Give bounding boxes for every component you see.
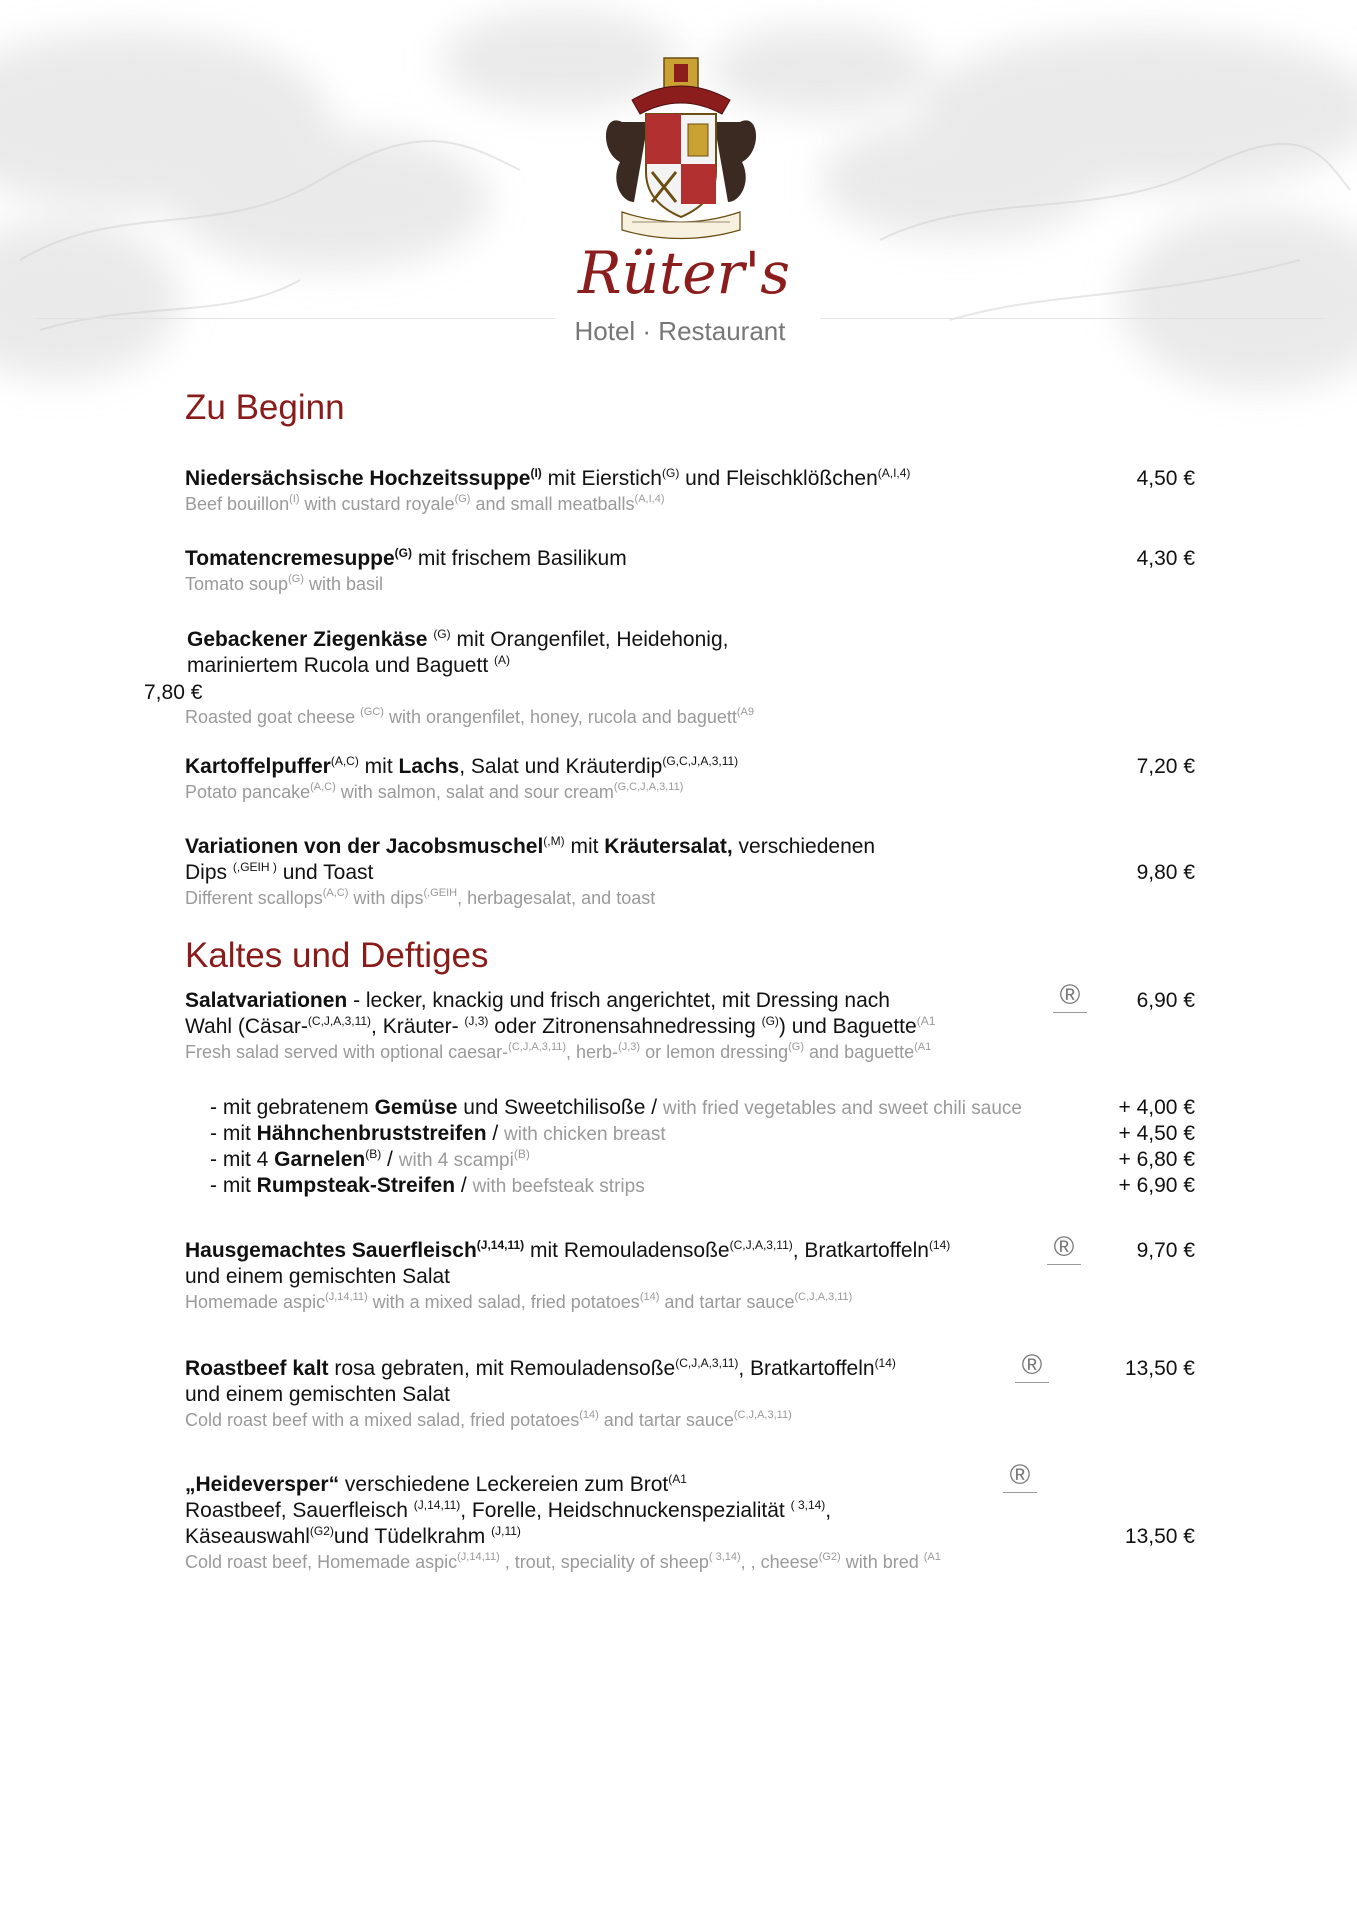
item-price-ziegenkaese: 7,80 € (144, 681, 203, 704)
menu-item-kartoffelpuffer (185, 754, 1195, 804)
salad-extra-garnelen: - mit 4 Garnelen$^{(B)}$ / with 4 scampi$^{(B)}$ + 6,80 € (210, 1147, 1195, 1171)
registered-mark-icon: ® (1053, 980, 1087, 1013)
menu-item-jakobsmuschel (185, 834, 1195, 910)
item-price: 13,50 € (1124, 1525, 1195, 1548)
item-english-line: Tomato soup$^{(G)}$ with basil (185, 573, 383, 594)
item-english-line: Fresh salad served with optional caesar-$^{(C,J,A,3,11)}$, herb-$^{(J,3)}$ or lemon dressing$^{(G)}$ and baguette$^{(A1}$ (185, 1041, 932, 1062)
item-title-line-3: Käseauswahl$^{(G2)}$und Tüdelkrahm $^{(J,11)}$ (185, 1524, 521, 1548)
section-title-kaltes-und-deftiges: Kaltes und Deftiges (185, 936, 489, 975)
extra-price: + 4,00 € (1118, 1096, 1195, 1119)
registered-mark-icon: ® (1047, 1232, 1081, 1265)
menu-item-ziegenkaese (185, 627, 1195, 729)
menu-item-salatvariationen (185, 979, 1195, 1064)
item-title-line-2: und einem gemischten Salat (185, 1383, 450, 1406)
brand-subtitle: Hotel · Restaurant (574, 316, 786, 346)
coat-of-arms-logo (592, 52, 770, 247)
item-english-line: Cold roast beef, Homemade aspic$^{(J,14,11)}$ , trout, speciality of sheep$^{( 3,14)}$, , cheese$^{(G2)}$ with bred $^{(A1}$ (185, 1551, 941, 1572)
salad-extra-gemuese: - mit gebratenem Gemüse und Sweetchilisoße / with fried vegetables and sweet chili sauce + 4,00 € (210, 1096, 1195, 1119)
item-price: 9,70 € (1136, 1239, 1195, 1262)
salad-extra-haehnchen: - mit Hähnchenbruststreifen / with chicken breast + 4,50 € (210, 1122, 1195, 1145)
item-price: 4,30 € (1136, 547, 1195, 570)
menu-item-heideversper (185, 1459, 1195, 1574)
item-title-line-2: mariniertem Rucola und Baguett $^{(A)}$ (187, 653, 510, 677)
item-title-line-2: Wahl (Cäsar-$^{(C,J,A,3,11)}$, Kräuter- $^{(J,3)}$ oder Zitronensahnedressing $^{(G)}$) und Baguette$^{(A1}$ (185, 1014, 936, 1038)
item-english-line: Potato pancake$^{(A,C)}$ with salmon, salat and sour cream$^{(G,C,J,A,3,11)}$ (185, 781, 684, 802)
item-price: 9,80 € (1136, 861, 1195, 884)
item-english-line: Homemade aspic$^{(J,14,11)}$ with a mixed salad, fried potatoes$^{(14)}$ and tartar sauce$^{(C,J,A,3,11)}$ (185, 1291, 853, 1312)
extra-price: + 6,80 € (1118, 1148, 1195, 1171)
brand-name: Rüter's (577, 239, 791, 307)
header-rule-left (35, 318, 555, 319)
item-title-line: Roastbeef kalt rosa gebraten, mit Remouladensoße$^{(C,J,A,3,11)}$, Bratkartoffeln$^{(14)}$ (185, 1356, 896, 1380)
menu-item-hochzeitssuppe (185, 466, 1195, 516)
item-price: 6,90 € (1136, 989, 1195, 1012)
item-english-line: Cold roast beef with a mixed salad, fried potatoes$^{(14)}$ and tartar sauce$^{(C,J,A,3,11)}$ (185, 1409, 792, 1430)
item-title-line: Gebackener Ziegenkäse $^{(G)}$ mit Orangenfilet, Heidehonig, (187, 627, 729, 651)
menu-item-roastbeef (185, 1349, 1195, 1432)
item-english-line: Beef bouillon$^{(I)}$ with custard royale$^{(G)}$ and small meatballs$^{(A,I,4)}$ (185, 493, 665, 514)
menu-item-tomatencremesuppe (185, 546, 1195, 596)
item-title-line: Tomatencremesuppe$^{(G)}$ mit frischem Basilikum (185, 546, 627, 570)
item-english-line: Roasted goat cheese $^{(GC)}$ with orangenfilet, honey, rucola and baguett$^{(A9}$ (185, 706, 754, 727)
salad-extra-rumpsteak: - mit Rumpsteak-Streifen / with beefsteak strips + 6,90 € (210, 1174, 1195, 1197)
registered-mark-icon: ® (1015, 1350, 1049, 1383)
item-price: 4,50 € (1136, 467, 1195, 490)
item-title-line-2: Roastbeef, Sauerfleisch $^{(J,14,11)}$, Forelle, Heidschnuckenspezialität $^{( 3,14)}$, (185, 1498, 832, 1522)
item-title-line-2: und einem gemischten Salat (185, 1265, 450, 1288)
item-title-line: Niedersächsische Hochzeitssuppe$^{(I)}$ mit Eierstich$^{(G)}$ und Fleischklößchen$^{(A,I,4)}$ (185, 466, 911, 490)
menu-item-sauerfleisch (185, 1231, 1195, 1314)
item-title-line: Hausgemachtes Sauerfleisch$^{(J,14,11)}$ mit Remouladensoße$^{(C,J,A,3,11)}$, Bratkartoffeln$^{(14)}$ (185, 1238, 951, 1262)
item-price: 13,50 € (1124, 1357, 1195, 1380)
extra-price: + 6,90 € (1118, 1174, 1195, 1197)
registered-mark-icon: ® (1003, 1460, 1037, 1493)
item-price: 7,20 € (1136, 755, 1195, 778)
header-rule-right (820, 318, 1325, 319)
item-title-line: Variationen von der Jacobsmuschel$^{(,M)}$ mit Kräutersalat, verschiedenen (185, 834, 876, 858)
item-title-line: Salatvariationen - lecker, knackig und frisch angerichtet, mit Dressing nach (185, 989, 890, 1012)
section-title-zu-beginn: Zu Beginn (185, 388, 345, 427)
item-title-line: Kartoffelpuffer$^{(A,C)}$ mit Lachs, Salat und Kräuterdip$^{(G,C,J,A,3,11)}$ (185, 754, 739, 778)
extra-price: + 4,50 € (1118, 1122, 1195, 1145)
item-title-line: „Heideversper“ verschiedene Leckereien zum Brot$^{(A1}$ (185, 1472, 687, 1496)
item-english-line: Different scallops$^{(A,C)}$ with dips$^{(,GEIH}$, herbagesalat, and toast (185, 887, 656, 908)
item-title-line-2: Dips $^{(,GEIH )}$ und Toast (185, 860, 374, 884)
